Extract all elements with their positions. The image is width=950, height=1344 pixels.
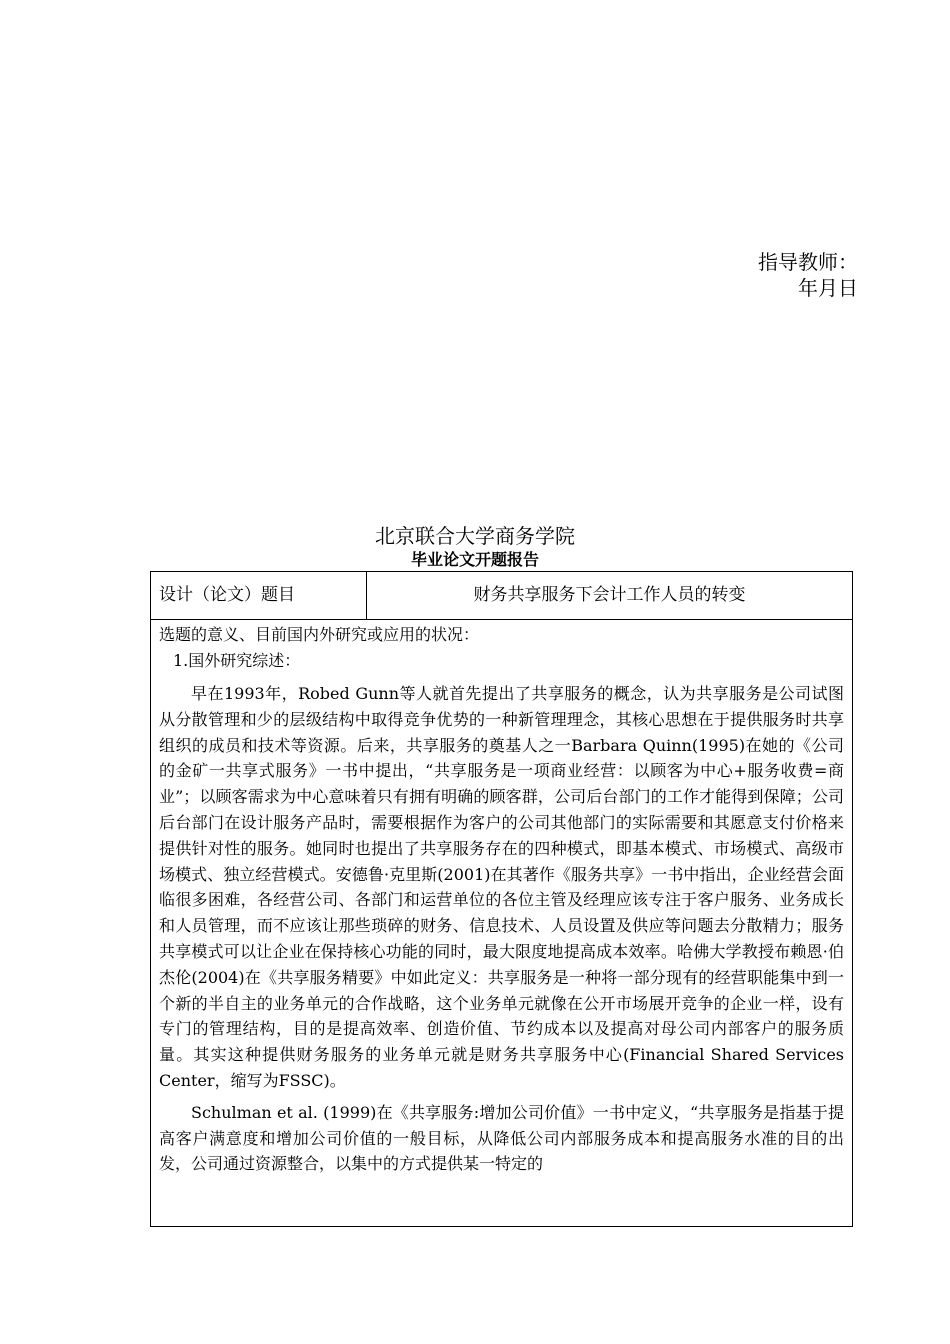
content-cell <box>159 622 844 1226</box>
section-subheading: 1.国外研究综述： <box>173 651 301 670</box>
proposal-table <box>150 571 853 1227</box>
body-paragraph: 早在1993年，Robed Gunn等人就首先提出了共享服务的概念，认为共享服务是公司试图从分散管理和少的层级结构中取得竞争优势的一种新管理理念，其核心思想在于提供服务时共享组织的成员和技术等资源。后来，共享服务的奠基人之一Barbara Quinn(1995)在她的《公司的金矿一共享式服务》一书中提出，“共享服务是一项商业经营：以顾客为中心+服务收费=商业”；以顾客需求为中心意味着只有拥有明确的顾客群，公司后台部门的工作才能得到保障；公司后台部门在设计服务产品时，需要根据作为客户的公司其他部门的实际需要和其愿意支付价格来提供针对性的服务。她同时也提出了共享服务存在的四种模式，即基本模式、市场模式、高级市场模式、独立经营模式。安德鲁·克里斯(2001)在其著作《服务共享》一书中指出，企业经营会面临很多困难，各经营公司、各部门和运营单位的各位主管及经理应该专注于客户服务、业务成长和人员管理，而不应该让那些琐碎的财务、信息技术、人员设置及供应等问题去分散精力；服务共享模式可以让企业在保持核心功能的同时，最大限度地提高成本效率。哈佛大学教授布赖恩·伯杰伦(2004)在《共享服务精要》中如此定义：共享服务是一种将一部分现有的经营职能集中到一个新的半自主的业务单元的合作战略，这个业务单元就像在公开市场展开竞争的企业一样，设有专门的管理结构，目的是提高效率、创造价值、节约成本以及提高对母公司内部客户的服务质量。其实这种提供财务服务的业务单元就是财务共享服务中心(Financial Shared Services Center，缩写为FSSC)。 <box>159 684 844 1090</box>
date-label: 年月日 <box>798 276 858 300</box>
topic-label-cell: 设计（论文）题目 <box>151 572 367 619</box>
topic-row <box>151 572 852 620</box>
advisor-signature-label: 指导教师： <box>758 250 858 274</box>
body-paragraph: Schulman et al. (1999)在《共享服务:增加公司价值》一书中定义，“共享服务是指基于提高客户满意度和增加公司价值的一般目标，从降低公司内部服务成本和提高服务水准的目的出发，公司通过资源整合，以集中的方式提供某一特定的 <box>159 1102 844 1174</box>
topic-value-cell: 财务共享服务下会计工作人员的转变 <box>473 585 746 605</box>
report-title: 毕业论文开题报告 <box>410 550 539 569</box>
section-heading: 选题的意义、目前国内外研究或应用的状况： <box>159 625 480 644</box>
school-name: 北京联合大学商务学院 <box>375 524 575 548</box>
